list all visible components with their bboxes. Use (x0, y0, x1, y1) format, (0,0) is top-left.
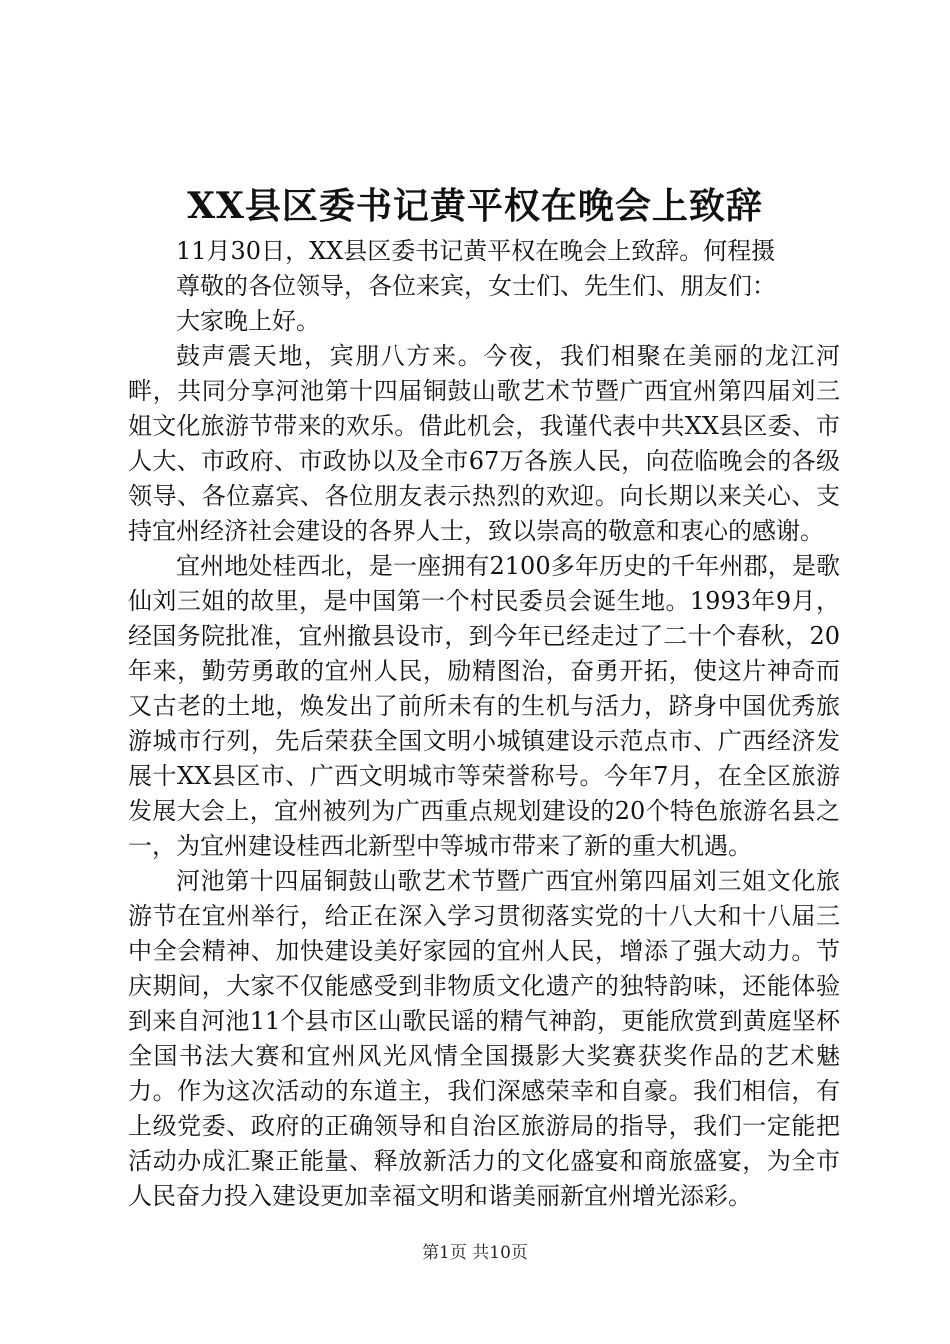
paragraph-greeting: 大家晚上好。 (176, 307, 320, 335)
document-title: XX县区委书记黄平权在晚会上致辞 (187, 185, 763, 227)
page-number-footer: 第1页 共10页 (422, 1243, 528, 1263)
document-body (128, 234, 840, 1214)
paragraph-salutation: 尊敬的各位领导，各位来宾，女士们、先生们、朋友们： (176, 272, 776, 300)
paragraph-photo-caption: 11月30日，XX县区委书记黄平权在晚会上致辞。何程摄 (176, 237, 776, 265)
paragraph-festival: 河池第十四届铜鼓山歌艺术节暨广西宜州第四届刘三姐文化旅游节在宜州举行，给正在深入学习贯彻落实党的十八大和十八届三中全会精神、加快建设美好家园的宜州人民，增添了强大动力。节庆期间，大家不仅能感受到非物质文化遗产的独特韵味，还能体验到来自河池11个县市区山歌民谣的精气神韵，更能欣赏到黄庭坚杯全国书法大赛和宜州风光风情全国摄影大奖赛获奖作品的艺术魅力。作为这次活动的东道主，我们深感荣幸和自豪。我们相信，有上级党委、政府的正确领导和自治区旅游局的指导，我们一定能把活动办成汇聚正能量、释放新活力的文化盛宴和商旅盛宴，为全市人民奋力投入建设更加幸福文明和谐美丽新宜州增光添彩。 (128, 867, 840, 1210)
paragraph-yizhou-intro: 宜州地处桂西北，是一座拥有2100多年历史的千年州郡，是歌仙刘三姐的故里，是中国第一个村民委员会诞生地。1993年9月，经国务院批准，宜州撤县设市，到今年已经走过了二十个春秋，20年来，勤劳勇敢的宜州人民，励精图治，奋勇开拓，使这片神奇而又古老的土地，焕发出了前所未有的生机与活力，跻身中国优秀旅游城市行列，先后荣获全国文明小城镇建设示范点市、广西经济发展十XX县区市、广西文明城市等荣誉称号。今年7月，在全区旅游发展大会上，宜州被列为广西重点规划建设的20个特色旅游名县之一，为宜州建设桂西北新型中等城市带来了新的重大机遇。 (128, 552, 840, 860)
paragraph-welcome: 鼓声震天地，宾朋八方来。今夜，我们相聚在美丽的龙江河畔，共同分享河池第十四届铜鼓山歌艺术节暨广西宜州第四届刘三姐文化旅游节带来的欢乐。借此机会，我谨代表中共XX县区委、市人大、市政府、市政协以及全市67万各族人民，向莅临晚会的各级领导、各位嘉宾、各位朋友表示热烈的欢迎。向长期以来关心、支持宜州经济社会建设的各界人士，致以崇高的敬意和衷心的感谢。 (128, 342, 840, 545)
